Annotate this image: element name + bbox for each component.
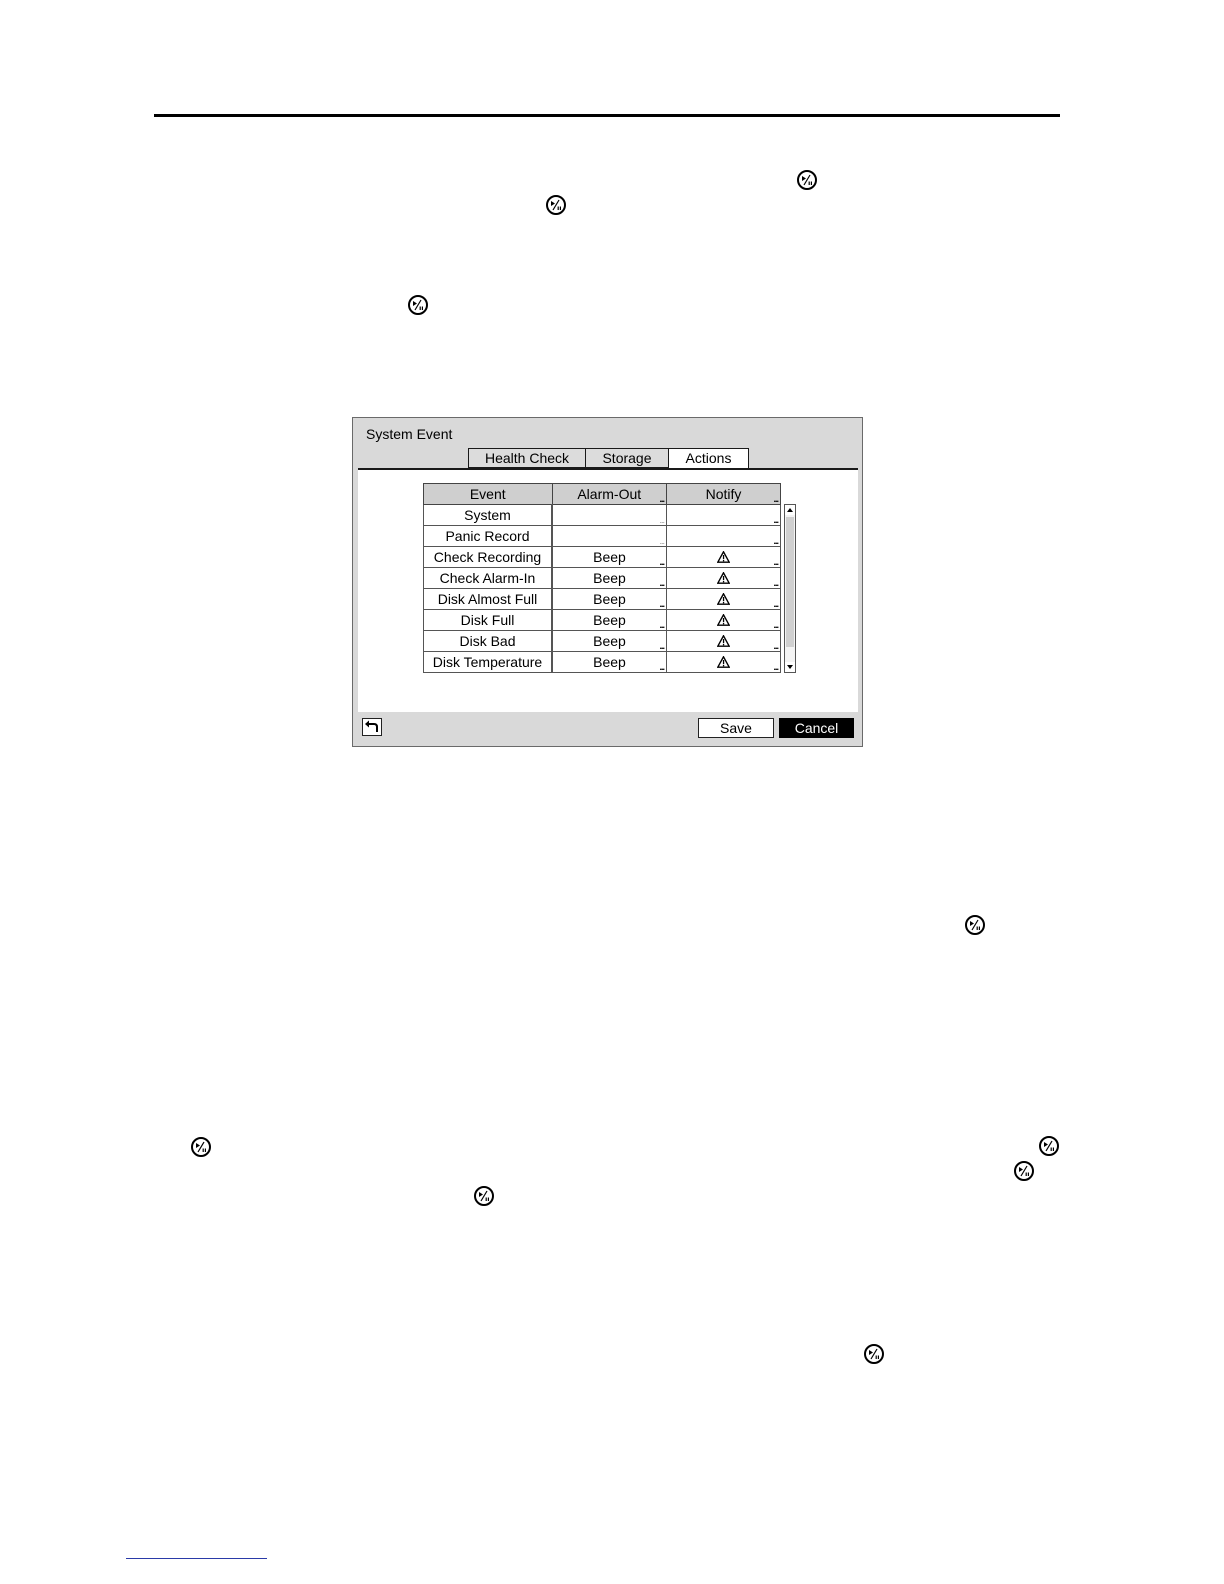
event-name-cell: Check Alarm-In (424, 568, 553, 589)
column-header-notify-label: Notify (705, 486, 742, 502)
scrollbar-thumb[interactable] (786, 517, 794, 647)
alarm-out-cell[interactable] (552, 547, 667, 568)
column-header-event[interactable]: Event (424, 484, 553, 505)
scroll-up-icon[interactable] (785, 505, 795, 515)
alarm-out-cell[interactable] (552, 631, 667, 652)
notify-cell[interactable] (667, 547, 781, 568)
more-indicator: ... (659, 557, 664, 567)
table-row (424, 652, 781, 673)
more-indicator: ... (773, 536, 778, 546)
dialog-title: System Event (366, 426, 453, 442)
column-header-alarm-out-label: Alarm-Out (577, 486, 642, 502)
more-indicator: ... (773, 620, 778, 630)
alarm-out-cell[interactable] (552, 568, 667, 589)
table-row (424, 631, 781, 652)
event-name-cell: Disk Temperature (424, 652, 553, 673)
notify-cell[interactable] (667, 631, 781, 652)
table-row (424, 610, 781, 631)
table-header-row (424, 484, 781, 505)
more-indicator: ... (773, 557, 778, 567)
alarm-out-cell[interactable] (552, 610, 667, 631)
more-indicator: ... (659, 599, 664, 609)
warning-icon (717, 549, 730, 565)
alarm-out-value: Beep (593, 549, 626, 565)
alarm-out-value: Beep (593, 654, 626, 670)
event-name-cell: Check Recording (424, 547, 553, 568)
scroll-down-icon[interactable] (785, 662, 795, 672)
warning-icon (717, 570, 730, 586)
table-row (424, 526, 781, 547)
event-name-cell: Disk Almost Full (424, 589, 553, 610)
system-event-dialog (352, 417, 863, 747)
play-pause-button-icon (546, 195, 566, 215)
play-pause-button-icon (1014, 1161, 1034, 1181)
alarm-out-value: Beep (593, 570, 626, 586)
tab-bar (468, 448, 749, 470)
tab-actions[interactable]: Actions (669, 448, 749, 470)
notify-cell[interactable] (667, 526, 781, 547)
play-pause-button-icon (474, 1186, 494, 1206)
footnote-link-underline (126, 1558, 267, 1559)
play-pause-button-icon (797, 170, 817, 190)
more-indicator: ... (773, 578, 778, 588)
warning-icon (717, 591, 730, 607)
more-indicator: ... (659, 494, 664, 504)
play-pause-button-icon (408, 295, 428, 315)
table-row (424, 568, 781, 589)
column-header-alarm-out[interactable] (552, 484, 667, 505)
tab-storage[interactable]: Storage (586, 448, 669, 468)
more-indicator: ... (659, 641, 664, 651)
play-pause-button-icon (965, 915, 985, 935)
event-actions-table (423, 483, 781, 673)
cancel-button[interactable]: Cancel (779, 718, 854, 738)
tab-health-check[interactable]: Health Check (468, 448, 586, 468)
warning-icon (717, 612, 730, 628)
table-row (424, 547, 781, 568)
more-indicator: ... (659, 662, 664, 672)
notify-cell[interactable] (667, 610, 781, 631)
notify-cell[interactable] (667, 568, 781, 589)
alarm-out-value: Beep (593, 612, 626, 628)
more-indicator: ... (773, 662, 778, 672)
notify-cell[interactable] (667, 652, 781, 673)
back-arrow-icon[interactable] (362, 718, 382, 736)
alarm-out-cell[interactable] (552, 526, 667, 547)
more-indicator: ... (659, 515, 664, 525)
more-indicator: ... (659, 536, 664, 546)
more-indicator: ... (773, 494, 778, 504)
save-button[interactable]: Save (698, 718, 774, 738)
actions-panel (358, 470, 858, 712)
alarm-out-value: Beep (593, 633, 626, 649)
event-name-cell: Panic Record (424, 526, 553, 547)
warning-icon (717, 654, 730, 670)
alarm-out-value: Beep (593, 591, 626, 607)
more-indicator: ... (773, 515, 778, 525)
table-row (424, 505, 781, 526)
play-pause-button-icon (1039, 1136, 1059, 1156)
event-name-cell: System (424, 505, 553, 526)
play-pause-button-icon (191, 1137, 211, 1157)
table-row (424, 589, 781, 610)
alarm-out-cell[interactable] (552, 505, 667, 526)
notify-cell[interactable] (667, 589, 781, 610)
table-scrollbar[interactable] (784, 504, 796, 673)
alarm-out-cell[interactable] (552, 652, 667, 673)
page-header-rule (154, 114, 1060, 117)
more-indicator: ... (773, 599, 778, 609)
more-indicator: ... (659, 578, 664, 588)
event-name-cell: Disk Full (424, 610, 553, 631)
more-indicator: ... (659, 620, 664, 630)
more-indicator: ... (773, 641, 778, 651)
event-name-cell: Disk Bad (424, 631, 553, 652)
notify-cell[interactable] (667, 505, 781, 526)
column-header-notify[interactable] (667, 484, 781, 505)
warning-icon (717, 633, 730, 649)
play-pause-button-icon (864, 1344, 884, 1364)
alarm-out-cell[interactable] (552, 589, 667, 610)
